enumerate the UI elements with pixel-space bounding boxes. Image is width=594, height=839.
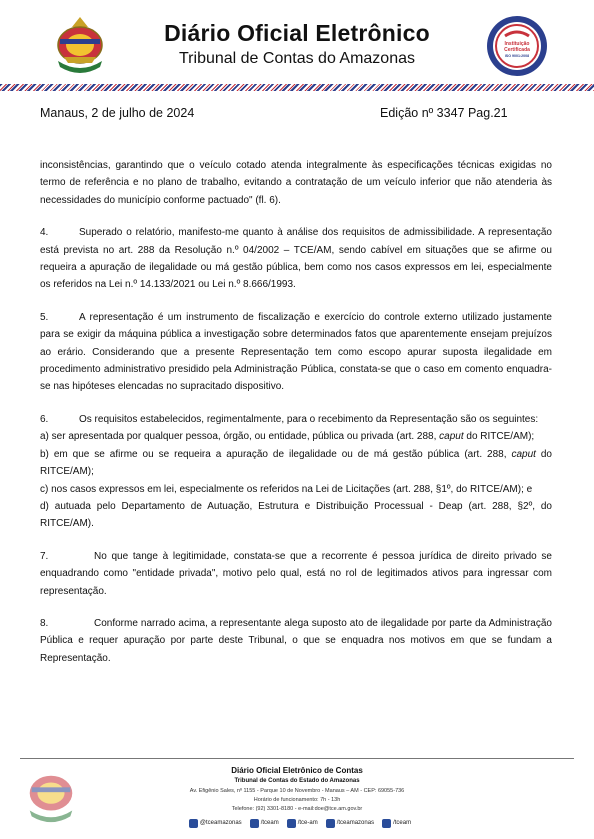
linkedin-icon (287, 819, 296, 828)
page-header (0, 0, 594, 84)
paragraph-4 (40, 224, 552, 294)
footer-social-links (150, 817, 450, 829)
list-item-d: d) autuada pelo Departamento de Autuação, Estrutura e Distribuição Processual - Deap (art. 288, §2º, do RITCE/AM). (40, 500, 552, 530)
journal-subtitle: Tribunal de Contas do Amazonas (179, 50, 415, 67)
paragraph-number: 8. (40, 617, 49, 629)
seal-text-1: Instituição (504, 41, 530, 47)
paragraph-number: 5. (40, 311, 49, 323)
seal-text-2: Certificada (504, 47, 530, 53)
tce-coat-of-arms-logo (50, 15, 110, 79)
footer-divider (20, 758, 574, 759)
facebook-icon (250, 819, 259, 828)
paragraph-6 (40, 411, 552, 428)
iso-certification-seal (485, 14, 549, 78)
paragraph-7 (40, 548, 552, 600)
paragraph-text: A representação é um instrumento de fiscalização e exercício do controle externo utilizado justamente para se exigir da máquina pública a investigação sobre determinados fatos que aparentemente ensejam prejuízos ao erário. Considerando que a presente Representação tem como escopo apurar suposta ilegalidade em procedimento administrativo presidido pela Administração Pública, constata-se que o caso em comento enquadra-se nas hipóteses elencadas no supracitado dispositivo. (40, 311, 552, 393)
instagram-icon (189, 819, 198, 828)
seal-text-3: ISO 9001:2008 (504, 54, 530, 58)
twitter-icon (326, 819, 335, 828)
edition-page: Edição nº 3347 Pag.21 (380, 106, 508, 120)
paragraph-text: Superado o relatório, manifesto-me quanto à análise dos requisitos de admissibilidade. A representação está prevista no art. 288 da Resolução n.º 04/2002 – TCE/AM, sendo cabível em situações que se afirme ou requeira a apuração de ilegalidade ou má gestão pública, bem como nos casos expressos em lei, especialmente os referidos na Lei n.º 14.133/2021 ou Lei n.º 8.666/1993. (40, 227, 552, 291)
social-twitter[interactable]: /tceamazonas (326, 819, 374, 828)
footer-title: Diário Oficial Eletrônico de Contas (231, 766, 363, 775)
paragraph-text: Os requisitos estabelecidos, regimentalmente, para o recebimento da Representação são os seguintes: (79, 413, 539, 425)
social-facebook[interactable]: /tceam (250, 819, 279, 828)
footer-hours: Horário de funcionamento: 7h - 13h (253, 797, 341, 803)
paragraph-continued: inconsistências, garantindo que o veículo cotado atenda integralmente às especificações técnicas exigidas no termo de referência e no plano de trabalho, evitando a contratação de um veículo inferior que não atenderia às necessidades do município conforme pactuado" (fl. 6). (40, 160, 552, 206)
dateline: Manaus, 2 de julho de 2024 (40, 106, 195, 120)
paragraph-number: 4. (40, 227, 49, 239)
social-instagram[interactable]: @tceamazonas (189, 819, 242, 828)
social-linkedin[interactable]: /tce-am (287, 819, 318, 828)
paragraph-5 (40, 309, 552, 396)
youtube-icon (382, 819, 391, 828)
list-item-c: c) nos casos expressos em lei, especialmente os referidos na Lei de Licitações (art. 288, §1º, do RITCE/AM); e (40, 483, 533, 495)
paragraph-8 (40, 615, 552, 667)
footer-coat-of-arms-logo (22, 764, 80, 830)
list-item-b: b) em que se afirme ou se requeira a apuração de ilegalidade ou de má gestão pública (art. 288, caput do RITCE/AM); (40, 448, 552, 478)
footer-address: Av. Efigênio Sales, nº 1155 - Parque 10 de Novembro - Manaus – AM - CEP: 69055-736 (189, 788, 405, 794)
footer-subtitle: Tribunal de Contas do Estado do Amazonas (234, 778, 360, 784)
social-youtube[interactable]: /tceam (382, 819, 411, 828)
footer-contact: Telefone: (92) 3301-8180 - e-mail:doe@tce.am.gov.br (231, 806, 363, 812)
decorative-band (0, 84, 594, 91)
journal-title: Diário Oficial Eletrônico (164, 20, 430, 46)
document-body (40, 157, 552, 682)
paragraph-text: Conforme narrado acima, a representante alega suposto ato de ilegalidade por parte da Administração Pública e requer apuração por parte deste Tribunal, o que se enquadra nos motivos em que se fundam a Representação. (40, 617, 552, 664)
paragraph-number: 6. (40, 413, 49, 425)
paragraph-number: 7. (40, 550, 49, 562)
paragraph-text: No que tange à legitimidade, constata-se que a recorrente é pessoa jurídica de direito privado se enquadrando como "entidade privada", motivo pelo qual, está no rol de legitimados ativos para ingressar com representação. (40, 550, 552, 597)
list-item-a: a) ser apresentada por qualquer pessoa, órgão, ou entidade, pública ou privada (art. 288, caput do RITCE/AM); (40, 431, 535, 443)
